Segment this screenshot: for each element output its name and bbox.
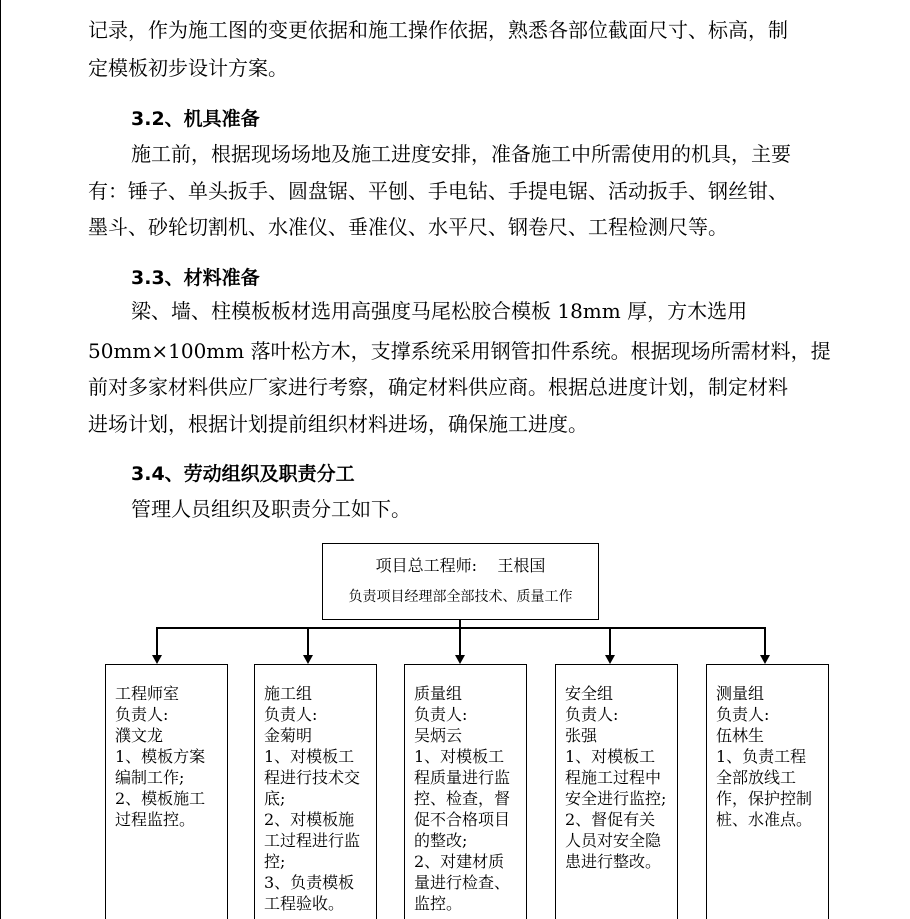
- org-box-construction-group: [254, 664, 377, 919]
- lead-name: 濮文龙: [115, 726, 164, 745]
- arrow-down-icon: [760, 655, 770, 664]
- section-heading-3-4: 3.4、劳动组织及职责分工: [131, 463, 355, 485]
- paragraph-line: 记录，作为施工图的变更依据和施工操作依据，熟悉各部位截面尺寸、标高，制: [88, 18, 788, 42]
- org-box-engineer-office: [105, 664, 228, 919]
- paragraph-line: 定模板初步设计方案。: [88, 56, 288, 80]
- lead-name: 吴炳云: [414, 726, 463, 745]
- group-name: 测量组: [716, 684, 765, 703]
- duty-item: 3、负责模板工程验收。: [264, 873, 355, 913]
- connector-line: [156, 627, 158, 657]
- group-name: 质量组: [414, 684, 463, 703]
- lead-label: 负责人:: [565, 705, 619, 724]
- lead-label: 负责人:: [115, 705, 169, 724]
- duty-item: 2、督促有关人员对安全隐患进行整改。: [565, 810, 662, 871]
- paragraph-line: 有：锤子、单头扳手、圆盘锯、平刨、手电钻、手提电锯、活动扳手、钢丝钳、: [88, 179, 788, 203]
- org-top-subtitle: 负责项目经理部全部技术、质量工作: [348, 589, 573, 605]
- duty-item: 2、对建材质量进行检查、监控。: [414, 852, 511, 913]
- paragraph-line: 前对多家材料供应厂家进行考察，确定材料供应商。根据总进度计划，制定材料: [88, 375, 788, 399]
- group-name: 安全组: [565, 684, 614, 703]
- org-top-title: 项目总工程师: 王根国: [375, 556, 546, 575]
- group-name: 施工组: [264, 684, 313, 703]
- paragraph-line: 施工前，根据现场场地及施工进度安排，准备施工中所需使用的机具，主要: [131, 142, 791, 166]
- org-box-quality-group: [404, 664, 527, 919]
- duty-item: 1、模板方案编制工作;: [115, 747, 206, 787]
- duty-item: 1、对模板工程进行技术交底;: [264, 747, 361, 808]
- lead-label: 负责人:: [414, 705, 468, 724]
- arrow-down-icon: [605, 655, 615, 664]
- lead-name: 伍林生: [716, 726, 765, 745]
- lead-label: 负责人:: [264, 705, 318, 724]
- org-box-safety-group: [555, 664, 678, 919]
- group-name: 工程师室: [115, 684, 180, 703]
- lead-name: 金菊明: [264, 726, 313, 745]
- section-heading-3-2: 3.2、机具准备: [131, 108, 260, 130]
- paragraph-line: 进场计划，根据计划提前组织材料进场，确保施工进度。: [88, 412, 588, 436]
- connector-line: [307, 627, 309, 657]
- paragraph-line: 管理人员组织及职责分工如下。: [131, 497, 411, 521]
- arrow-down-icon: [455, 655, 465, 664]
- org-box-survey-group: [706, 664, 829, 919]
- arrow-down-icon: [152, 655, 162, 664]
- lead-label: 负责人:: [716, 705, 770, 724]
- connector-line: [764, 627, 766, 657]
- paragraph-line: 墨斗、砂轮切割机、水准仪、垂准仪、水平尺、钢卷尺、工程检测尺等。: [88, 215, 728, 239]
- org-chart-top-box: [322, 543, 599, 620]
- connector-line: [459, 620, 461, 660]
- page-left-border: [0, 0, 1, 919]
- section-heading-3-3: 3.3、材料准备: [131, 267, 260, 289]
- duty-item: 1、负责工程全部放线工作，保护控制桩、水准点。: [716, 747, 813, 829]
- connector-line: [156, 627, 766, 629]
- duty-item: 2、模板施工过程监控。: [115, 789, 206, 829]
- duty-item: 1、对模板工程质量进行监控、检查，督促不合格项目的整改;: [414, 747, 511, 850]
- paragraph-line: 50mm×100mm 落叶松方木，支撑系统采用钢管扣件系统。根据现场所需材料，提: [88, 339, 831, 363]
- duty-item: 2、对模板施工过程进行监控;: [264, 810, 361, 871]
- arrow-down-icon: [303, 655, 313, 664]
- duty-item: 1、对模板工程施工过程中安全进行监控;: [565, 747, 667, 808]
- connector-line: [609, 627, 611, 657]
- paragraph-line: 梁、墙、柱模板板材选用高强度马尾松胶合模板 18mm 厚，方木选用: [131, 299, 748, 323]
- lead-name: 张强: [565, 726, 598, 745]
